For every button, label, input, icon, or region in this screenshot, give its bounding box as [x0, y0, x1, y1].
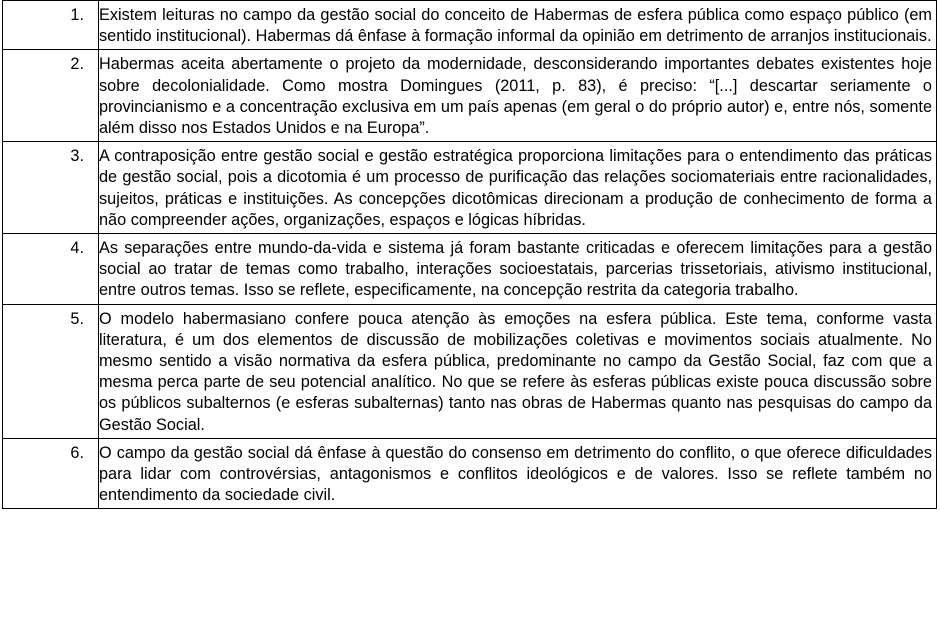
item-text: Existem leituras no campo da gestão social do conceito de Habermas de esfera pública como espaço público (em sentido institucional). Habermas dá ênfase à formação informal da opinião em detrimento de arranjos institucionais.	[99, 1, 937, 50]
item-text: As separações entre mundo-da-vida e sistema já foram bastante criticadas e oferecem limitações para a gestão social ao tratar de temas como trabalho, interações socioestatais, parcerias trissetoriais, ativismo institucional, entre outros temas. Isso se reflete, especificamente, na concepção restrita da categoria trabalho.	[99, 234, 937, 305]
item-number: 6.	[3, 438, 99, 509]
table-row	[3, 1, 937, 50]
item-number: 3.	[3, 142, 99, 234]
table-row	[3, 438, 937, 509]
item-number: 5.	[3, 304, 99, 438]
table-row	[3, 234, 937, 305]
item-text: A contraposição entre gestão social e gestão estratégica proporciona limitações para o entendimento das práticas de gestão social, pois a dicotomia é um processo de purificação das relações sociomateriais entre racionalidades, sujeitos, práticas e instituições. As concepções dicotômicas direcionam a produção de conhecimento de forma a não compreender ações, organizações, espaços e lógicas híbridas.	[99, 142, 937, 234]
item-text: O modelo habermasiano confere pouca atenção às emoções na esfera pública. Este tema, conforme vasta literatura, é um dos elementos de discussão de mobilizações coletivas e movimentos sociais atualmente. No mesmo sentido a visão normativa da esfera pública, predominante no campo da Gestão Social, faz com que a mesma perca parte de seu potencial analítico. No que se refere às esferas públicas existe pouca discussão sobre os públicos subalternos (e esferas subalternas) tanto nas obras de Habermas quanto nas pesquisas do campo da Gestão Social.	[99, 304, 937, 438]
critiques-table	[2, 0, 937, 509]
table-row	[3, 50, 937, 142]
table-row	[3, 304, 937, 438]
item-number: 4.	[3, 234, 99, 305]
item-number: 2.	[3, 50, 99, 142]
item-text: Habermas aceita abertamente o projeto da modernidade, desconsiderando importantes debates existentes hoje sobre decolonialidade. Como mostra Domingues (2011, p. 83), é preciso: “[...] descartar seriamente o provincianismo e a concentração exclusiva em um país apenas (em geral o do próprio autor) e, entre nós, somente além disso nos Estados Unidos e na Europa”.	[99, 50, 937, 142]
item-text: O campo da gestão social dá ênfase à questão do consenso em detrimento do conflito, o que oferece dificuldades para lidar com controvérsias, antagonismos e conflitos ideológicos e de valores. Isso se reflete também no entendimento da sociedade civil.	[99, 438, 937, 509]
table-row	[3, 142, 937, 234]
item-number: 1.	[3, 1, 99, 50]
